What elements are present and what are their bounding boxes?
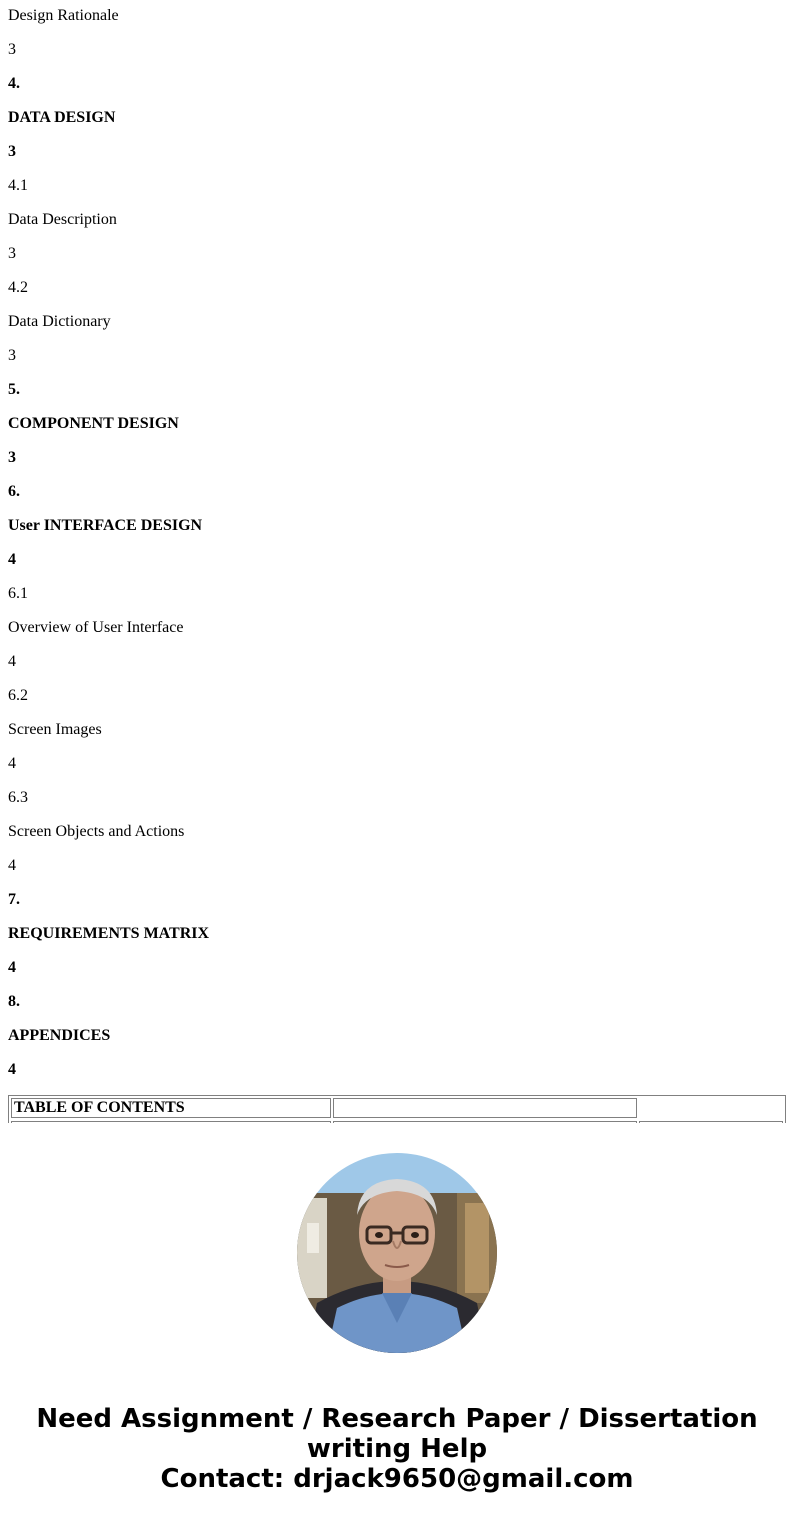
toc-entry: 4.1: [8, 177, 28, 194]
toc-entry: Data Description: [8, 211, 117, 228]
toc-entry: REQUIREMENTS MATRIX: [8, 925, 210, 942]
toc-entry: 3: [8, 41, 16, 58]
toc-entry: 4: [8, 959, 16, 976]
toc-entry: Design Rationale: [8, 7, 119, 24]
promo-line-1: Need Assignment / Research Paper / Dissertation: [36, 1404, 758, 1434]
promo-banner: [0, 1404, 794, 1494]
toc-entry: 4.: [8, 75, 20, 92]
toc-table-cell: [639, 1121, 783, 1123]
toc-entry: Overview of User Interface: [8, 619, 184, 636]
toc-entry: 4.2: [8, 279, 28, 296]
promo-line-3: Contact: drjack9650@gmail.com: [160, 1464, 634, 1494]
toc-entry: User INTERFACE DESIGN: [8, 517, 203, 534]
toc-entry: 5.: [8, 381, 20, 398]
toc-entry: DATA DESIGN: [8, 109, 116, 126]
toc-entry: 3: [8, 245, 16, 262]
toc-entry: 6.: [8, 483, 20, 500]
author-portrait-image: [297, 1153, 497, 1353]
toc-entry: Data Dictionary: [8, 313, 111, 330]
toc-entry: 4: [8, 653, 16, 670]
toc-entry: Screen Images: [8, 721, 102, 738]
toc-entry: 4: [8, 1061, 16, 1078]
toc-entry: 6.2: [8, 687, 28, 704]
toc-entry: 3: [8, 449, 16, 466]
toc-entry: 4: [8, 755, 16, 772]
toc-entry: 4: [8, 857, 16, 874]
toc-entry: 7.: [8, 891, 20, 908]
toc-entry: COMPONENT DESIGN: [8, 415, 179, 432]
toc-entry: 3: [8, 143, 16, 160]
toc-entry: 8.: [8, 993, 20, 1010]
promo-line-2: writing Help: [306, 1434, 488, 1464]
toc-entry: 4: [8, 551, 16, 568]
toc-entry: 6.1: [8, 585, 28, 602]
toc-table-cell: [333, 1121, 637, 1123]
author-avatar: [297, 1153, 497, 1353]
toc-table-cell: [11, 1121, 331, 1123]
toc-entry: Screen Objects and Actions: [8, 823, 185, 840]
toc-entry: 3: [8, 347, 16, 364]
toc-table-empty-cell: [333, 1098, 637, 1118]
toc-table: [8, 1095, 786, 1123]
toc-table-header-cell: TABLE OF CONTENTS: [11, 1098, 331, 1118]
toc-entry: 6.3: [8, 789, 28, 806]
toc-table-border: [8, 1095, 786, 1123]
toc-entry: APPENDICES: [8, 1027, 111, 1044]
